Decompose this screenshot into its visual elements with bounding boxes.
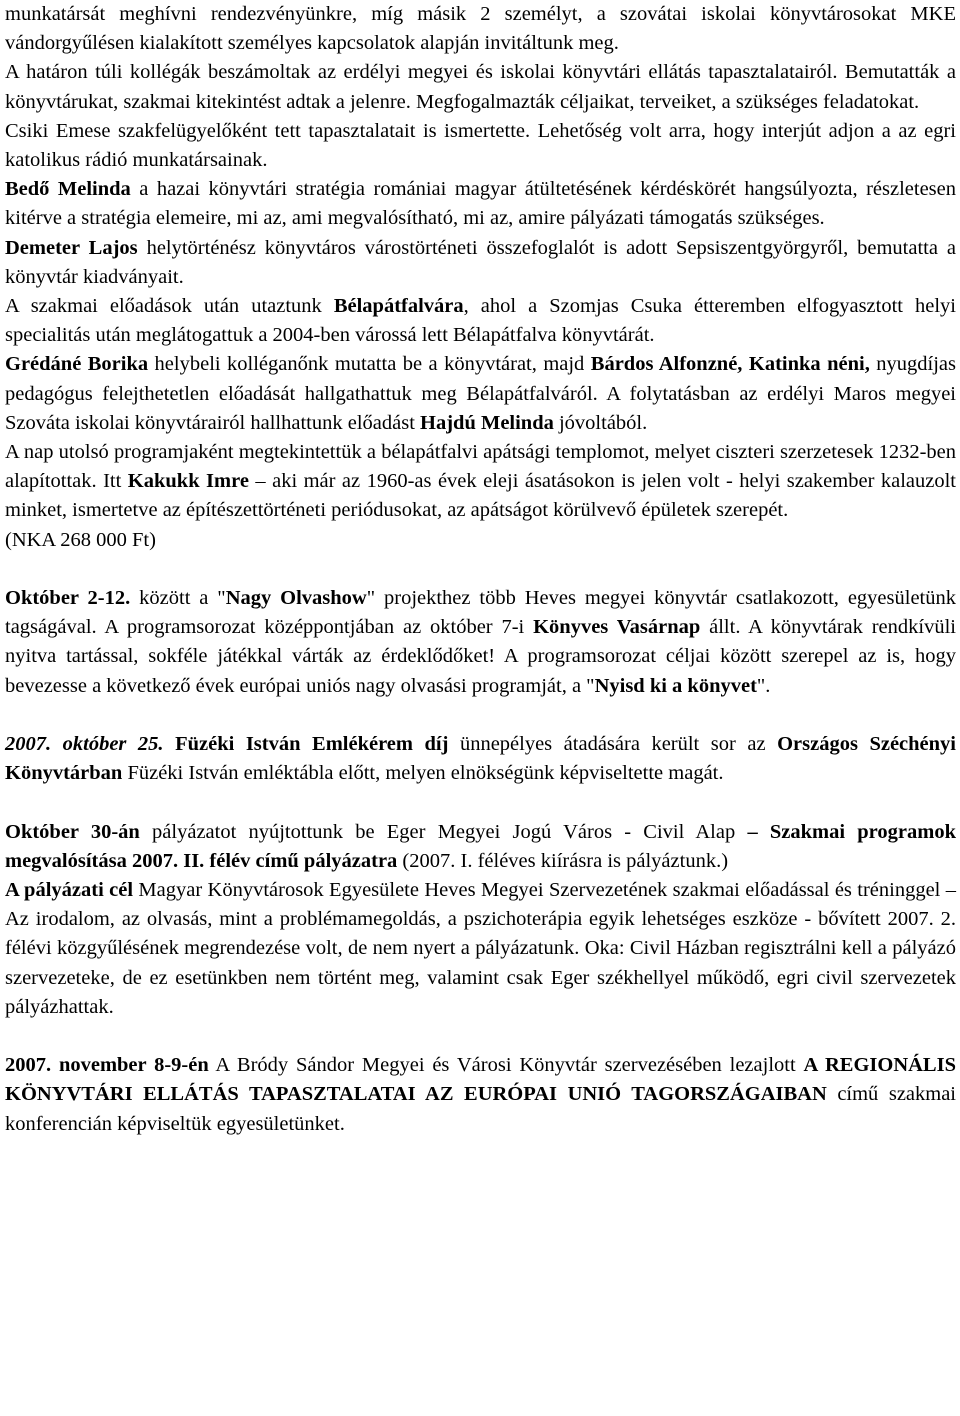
- emphasized-text: Füzéki István Emlékérem díj: [175, 733, 449, 756]
- emphasized-text: A pályázati cél: [5, 879, 134, 902]
- text-run: A szakmai előadások után utaztunk: [5, 295, 334, 318]
- text-run: című szakmai konferencián képviseltük egyesületünket.: [5, 1083, 957, 1135]
- text-run: helytörténész könyvtáros várostörténeti összefoglalót is adott Sepsiszentgyörgyről, bemutatta a könyvtár kiadványait.: [5, 236, 956, 288]
- text-run: munkatársát meghívni rendezvényünkre, míg másik 2 személyt, a szovátai iskolai könyvtárosokat MKE vándorgyűlésen kialakított személyes kapcsolatok alapján invitáltunk meg.: [5, 3, 956, 55]
- paragraph: [5, 584, 956, 701]
- emphasized-text: A REGIONÁLIS KÖNYVTÁRI ELLÁTÁS TAPASZTALATAI AZ EURÓPAI UNIÓ TAGORSZÁGAIBAN: [5, 1054, 956, 1106]
- text-run: [164, 733, 176, 755]
- emphasized-text: Nagy Olvashow: [225, 587, 367, 610]
- text-run: (NKA 268 000 Ft): [5, 528, 156, 551]
- text-run: jóvoltából.: [553, 411, 648, 434]
- emphasized-text: Október 2-12.: [5, 587, 131, 610]
- emphasized-text: Könyves Vasárnap: [533, 616, 701, 639]
- text-run: a hazai könyvtári stratégia romániai magyar átültetésének kérdéskörét hangsúlyozta, részletesen kitérve a stratégia elemeire, mi az, ami megvalósítható, mi az, amire pályázati támogatás szükséges.: [5, 178, 956, 230]
- text-run: – aki már az 1960-as évek eleji ásatásokon is jelen volt - helyi szakember kalauzolt minket, ismertetve az építészettörténeti periódusokat, az apátságot körülvevő épületek szerepét.: [5, 470, 956, 522]
- emphasized-text: 2007. november 8-9-én: [5, 1054, 209, 1077]
- text-run: (2007. I. féléves kiírásra is pályáztunk.): [397, 849, 729, 872]
- text-run: helybeli kolléganőnk mutatta be a könyvtárat, majd: [148, 353, 591, 376]
- emphasized-text: – Szakmai programok megvalósítása 2007. II. félév című pályázatra: [5, 820, 956, 872]
- paragraph: [5, 438, 956, 526]
- emphasized-text: Bélapátfalvára: [333, 295, 464, 318]
- text-run: A határon túli kollégák beszámoltak az erdélyi megyei és iskolai könyvtári ellátás tapasztalatairól. Bemutatták a könyvtárukat, szakmai kitekintést adtak a jelenre. Megfogalmazták céljaikat, terveiket, a szükséges feladatokat.: [5, 61, 956, 113]
- emphasized-text: Nyisd ki a könyvet: [594, 674, 757, 697]
- paragraph-spacer: [5, 701, 956, 730]
- text-run: A Bródy Sándor Megyei és Városi Könyvtár szervezésében lezajlott: [208, 1054, 804, 1077]
- paragraph-spacer: [5, 788, 956, 817]
- emphasized-text: Bedő Melinda: [5, 178, 131, 201]
- paragraph: [5, 818, 956, 876]
- text-run: Füzéki István emléktábla előtt, melyen elnökségünk képviseltette magát.: [122, 762, 724, 785]
- paragraph: [5, 175, 956, 233]
- paragraph: [5, 117, 956, 175]
- emphasized-text: Bárdos Alfonzné, Katinka néni,: [590, 353, 870, 376]
- paragraph: [5, 876, 956, 1022]
- text-run: " projekthez több Heves megyei könyvtár csatlakozott, egyesületünk tagságával. A programsorozat középpontjában az október 7-i: [5, 587, 956, 639]
- emphasized-text: 2007. október 25.: [5, 733, 164, 756]
- emphasized-text: Október 30-án: [5, 820, 140, 843]
- paragraph: [5, 292, 956, 350]
- text-run: , ahol a Szomjas Csuka étteremben elfogyasztott helyi specialitás után meglátogattuk a 2004-ben várossá lett Bélapátfalva könyvtárát.: [5, 295, 956, 347]
- text-run: Csiki Emese szakfelügyelőként tett tapasztalatait is ismertette. Lehetőség volt arra, hogy interjút adjon a az egri katolikus rádió munkatársainak.: [5, 119, 956, 172]
- paragraph: [5, 350, 956, 438]
- text-run: A nap utolsó programjaként megtekintettük a bélapátfalvi apátsági templomot, melyet ciszteri szerzetesek 1232-ben alapítottak. Itt: [5, 441, 956, 493]
- paragraph: [5, 58, 956, 116]
- text-run: ünnepélyes átadására került sor az: [448, 733, 778, 756]
- text-run: ".: [756, 674, 771, 697]
- paragraph: [5, 730, 956, 788]
- paragraph: [5, 526, 956, 555]
- paragraph: [5, 1051, 956, 1139]
- paragraph: [5, 234, 956, 292]
- text-run: Magyar Könyvtárosok Egyesülete Heves Megyei Szervezetének szakmai előadással és tréninggel – Az irodalom, az olvasás, mint a problémamegoldás, a pszichoterápia egyik lehetséges eszköze - bővített 2007. 2. félévi közgyűlésének megrendezése volt, de nem nyert a pályázatunk. Oka: Civil Házban regisztrálni kell a pályázó szervezeteke, de ez esetünkben nem történt meg, valamint csak Eger székhellyel működő, egri civil szervezetek pályázhattak.: [5, 879, 956, 1018]
- paragraph-spacer: [5, 555, 956, 584]
- emphasized-text: Hajdú Melinda: [420, 411, 554, 434]
- paragraph: [5, 0, 956, 58]
- emphasized-text: Grédáné Borika: [5, 353, 149, 376]
- text-run: nyugdíjas pedagógus felejthetetlen előadását hallgathattuk meg Bélapátfalváról. A folytatásban az erdélyi Maros megyei Szováta iskolai könyvtárairól hallhattunk előadást: [5, 353, 956, 434]
- emphasized-text: Kakukk Imre: [127, 470, 249, 493]
- emphasized-text: Demeter Lajos: [5, 236, 138, 259]
- emphasized-text: Országos Széchényi Könyvtárban: [5, 733, 956, 785]
- text-run: között a ": [130, 587, 226, 610]
- text-run: állt. A könyvtárak rendkívüli nyitva tartással, sokféle játékkal várták az érdeklődőket! A programsorozat céljai között szerepel az is, hogy bevezesse a következő évek európai uniós nagy olvasási programját, a ": [5, 616, 956, 697]
- paragraph-spacer: [5, 1022, 956, 1051]
- text-run: pályázatot nyújtottunk be Eger Megyei Jogú Város - Civil Alap: [139, 820, 748, 843]
